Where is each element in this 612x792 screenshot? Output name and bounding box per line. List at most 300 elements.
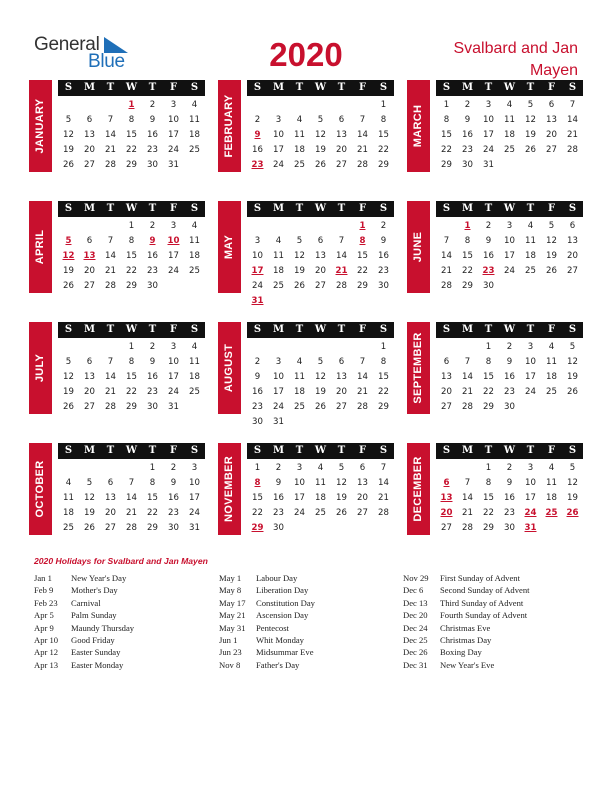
holiday-date: Apr 13 <box>34 659 59 670</box>
day-cell: 3 <box>296 463 303 473</box>
day-cell: 8 <box>380 357 387 367</box>
holiday-date: Nov 29 <box>403 573 429 583</box>
month-april <box>29 201 209 313</box>
month-label-bar <box>218 201 241 293</box>
day-cell: 22 <box>462 266 473 276</box>
day-cell: 19 <box>525 130 536 140</box>
day-cell: 9 <box>464 115 471 125</box>
holiday-row <box>34 584 214 596</box>
day-cell: 31 <box>168 160 179 170</box>
month-label-bar <box>29 443 52 535</box>
day-cell: 26 <box>315 402 326 412</box>
day-cell: 29 <box>483 523 494 533</box>
weekday-label: F <box>169 82 178 93</box>
holiday-date: Feb 23 <box>34 597 58 608</box>
day-cell: 29 <box>147 523 158 533</box>
weekday-label: M <box>461 82 474 93</box>
day-cell: 1 <box>149 463 156 473</box>
empty-day-cell <box>247 219 268 234</box>
day-cell: 16 <box>462 130 473 140</box>
day-cell: 16 <box>504 493 515 503</box>
holiday-day-cell: 17 <box>251 266 264 276</box>
holiday-row <box>403 622 583 634</box>
holiday-date: Apr 10 <box>34 635 59 646</box>
weekday-label: W <box>503 203 516 214</box>
day-cell: 1 <box>485 463 492 473</box>
day-grid <box>436 461 583 536</box>
day-cell: 30 <box>252 417 263 427</box>
weekday-label: T <box>148 82 157 93</box>
day-cell: 16 <box>273 493 284 503</box>
day-cell: 24 <box>504 266 515 276</box>
weekday-label: S <box>190 324 199 335</box>
month-label-bar <box>218 322 241 414</box>
day-cell: 17 <box>504 251 515 261</box>
holiday-date: May 21 <box>219 610 246 621</box>
day-cell: 9 <box>149 357 156 367</box>
day-cell: 23 <box>252 402 263 412</box>
day-cell: 3 <box>275 357 282 367</box>
weekday-label: S <box>379 324 388 335</box>
day-cell: 10 <box>294 478 305 488</box>
holiday-name: Easter Sunday <box>71 647 121 658</box>
day-cell: 7 <box>107 115 114 125</box>
day-cell: 2 <box>149 100 156 110</box>
day-cell: 20 <box>315 266 326 276</box>
day-cell: 30 <box>378 281 389 291</box>
day-cell: 21 <box>357 387 368 397</box>
empty-day-cell <box>331 98 352 113</box>
weekday-label: S <box>442 203 451 214</box>
weekday-label: T <box>526 445 535 456</box>
day-grid <box>436 219 583 294</box>
day-grid <box>58 98 205 173</box>
holiday-name: Third Sunday of Advent <box>440 597 524 608</box>
weekday-header <box>436 443 583 459</box>
day-cell: 4 <box>506 100 513 110</box>
day-cell: 30 <box>483 281 494 291</box>
day-cell: 12 <box>567 478 578 488</box>
weekday-label: T <box>484 82 493 93</box>
weekday-header <box>58 443 205 459</box>
day-cell: 27 <box>336 160 347 170</box>
weekday-label: F <box>547 203 556 214</box>
holiday-name: Liberation Day <box>256 585 309 596</box>
day-cell: 6 <box>86 357 93 367</box>
day-cell: 3 <box>170 342 177 352</box>
day-cell: 25 <box>63 523 74 533</box>
day-cell: 11 <box>189 357 200 367</box>
day-cell: 6 <box>107 478 114 488</box>
holiday-day-cell: 20 <box>440 508 453 518</box>
holiday-date: Apr 5 <box>34 610 54 621</box>
day-cell: 1 <box>254 463 261 473</box>
day-cell: 12 <box>84 493 95 503</box>
day-cell: 23 <box>273 508 284 518</box>
day-cell: 7 <box>569 100 576 110</box>
day-cell: 2 <box>464 100 471 110</box>
holiday-row <box>34 609 214 621</box>
holiday-name: Mother's Day <box>71 585 118 596</box>
weekday-label: T <box>337 324 346 335</box>
month-march <box>407 80 587 192</box>
empty-day-cell <box>247 98 268 113</box>
day-grid <box>436 98 583 173</box>
day-cell: 19 <box>315 145 326 155</box>
day-cell: 27 <box>315 281 326 291</box>
day-cell: 20 <box>84 145 95 155</box>
weekday-label: F <box>358 445 367 456</box>
month-name: SEPTEMBER <box>412 332 424 404</box>
holiday-day-cell: 31 <box>524 523 537 533</box>
day-cell: 9 <box>506 357 513 367</box>
day-cell: 10 <box>525 357 536 367</box>
day-cell: 21 <box>105 145 116 155</box>
day-cell: 3 <box>506 221 513 231</box>
holiday-column <box>219 572 399 671</box>
day-cell: 18 <box>294 145 305 155</box>
day-cell: 17 <box>525 493 536 503</box>
day-cell: 16 <box>147 251 158 261</box>
holiday-day-cell: 1 <box>359 221 366 231</box>
holiday-name: Midsummar Eve <box>256 647 314 658</box>
day-cell: 5 <box>86 478 93 488</box>
weekday-label: S <box>379 203 388 214</box>
month-july <box>29 322 209 434</box>
month-august <box>218 322 398 434</box>
day-cell: 16 <box>168 493 179 503</box>
weekday-header <box>247 443 394 459</box>
day-cell: 5 <box>569 463 576 473</box>
day-cell: 15 <box>126 372 137 382</box>
day-cell: 7 <box>128 478 135 488</box>
day-cell: 26 <box>63 402 74 412</box>
holiday-row <box>403 609 583 621</box>
day-cell: 13 <box>105 493 116 503</box>
day-cell: 3 <box>170 100 177 110</box>
month-label-bar <box>407 322 430 414</box>
day-cell: 31 <box>273 417 284 427</box>
day-cell: 19 <box>546 251 557 261</box>
day-cell: 24 <box>168 266 179 276</box>
holidays-title: 2020 Holidays for Svalbard and Jan Mayen <box>34 556 208 566</box>
day-cell: 6 <box>86 115 93 125</box>
day-cell: 3 <box>527 342 534 352</box>
day-cell: 13 <box>336 130 347 140</box>
day-cell: 25 <box>504 145 515 155</box>
day-cell: 3 <box>191 463 198 473</box>
weekday-label: M <box>272 82 285 93</box>
day-cell: 27 <box>567 266 578 276</box>
day-cell: 28 <box>336 281 347 291</box>
day-cell: 6 <box>443 357 450 367</box>
day-cell: 26 <box>63 281 74 291</box>
day-cell: 25 <box>294 160 305 170</box>
empty-day-cell <box>79 340 100 355</box>
day-cell: 9 <box>254 372 261 382</box>
day-cell: 17 <box>483 130 494 140</box>
day-cell: 10 <box>189 478 200 488</box>
day-cell: 16 <box>504 372 515 382</box>
day-cell: 17 <box>273 145 284 155</box>
weekday-label: S <box>253 82 262 93</box>
day-cell: 28 <box>105 402 116 412</box>
weekday-label: M <box>272 324 285 335</box>
day-cell: 2 <box>149 221 156 231</box>
day-cell: 25 <box>189 387 200 397</box>
weekday-header <box>436 80 583 96</box>
weekday-label: M <box>83 82 96 93</box>
weekday-header <box>58 322 205 338</box>
day-cell: 27 <box>441 402 452 412</box>
weekday-label: T <box>484 203 493 214</box>
holiday-date: May 1 <box>219 573 242 583</box>
holiday-day-cell: 9 <box>149 236 156 246</box>
holiday-row <box>219 584 399 596</box>
month-name: FEBRUARY <box>223 94 235 158</box>
holiday-name: Maundy Thursday <box>71 622 135 633</box>
weekday-label: W <box>125 82 138 93</box>
weekday-label: S <box>442 82 451 93</box>
day-cell: 3 <box>527 463 534 473</box>
weekday-label: T <box>295 82 304 93</box>
day-cell: 9 <box>506 478 513 488</box>
day-cell: 19 <box>336 493 347 503</box>
weekday-label: S <box>379 445 388 456</box>
empty-day-cell <box>352 340 373 355</box>
holiday-column <box>403 572 583 671</box>
day-cell: 13 <box>546 115 557 125</box>
day-cell: 29 <box>126 402 137 412</box>
day-cell: 26 <box>336 508 347 518</box>
weekday-label: T <box>526 82 535 93</box>
empty-day-cell <box>79 98 100 113</box>
weekday-label: W <box>503 324 516 335</box>
holiday-column <box>34 572 214 671</box>
holiday-name: New Year's Day <box>71 573 127 583</box>
holiday-date: Jun 23 <box>219 647 242 658</box>
month-november <box>218 443 398 555</box>
day-cell: 8 <box>128 236 135 246</box>
day-cell: 24 <box>294 508 305 518</box>
holiday-name: Carnival <box>71 597 101 608</box>
weekday-label: T <box>337 445 346 456</box>
empty-day-cell <box>331 340 352 355</box>
day-cell: 23 <box>378 266 389 276</box>
day-cell: 31 <box>189 523 200 533</box>
day-cell: 15 <box>483 493 494 503</box>
holiday-date: Dec 26 <box>403 647 428 658</box>
day-cell: 5 <box>548 221 555 231</box>
weekday-label: W <box>314 445 327 456</box>
day-cell: 5 <box>65 115 72 125</box>
day-cell: 25 <box>315 508 326 518</box>
day-cell: 6 <box>338 115 345 125</box>
holiday-name: Second Sunday of Advent <box>440 585 530 596</box>
day-cell: 14 <box>105 130 116 140</box>
day-cell: 18 <box>273 266 284 276</box>
day-cell: 4 <box>65 478 72 488</box>
holiday-day-cell: 1 <box>464 221 471 231</box>
day-cell: 10 <box>504 236 515 246</box>
day-cell: 9 <box>380 236 387 246</box>
day-cell: 15 <box>462 251 473 261</box>
holiday-day-cell: 23 <box>482 266 495 276</box>
day-cell: 28 <box>462 523 473 533</box>
weekday-label: M <box>83 324 96 335</box>
day-cell: 31 <box>483 160 494 170</box>
day-cell: 15 <box>357 251 368 261</box>
day-cell: 19 <box>63 387 74 397</box>
holiday-name: Palm Sunday <box>71 610 117 621</box>
day-cell: 27 <box>84 402 95 412</box>
holiday-row <box>34 659 214 671</box>
holiday-row <box>219 572 399 584</box>
day-cell: 15 <box>483 372 494 382</box>
weekday-label: S <box>568 203 577 214</box>
day-cell: 26 <box>63 160 74 170</box>
empty-day-cell <box>100 98 121 113</box>
weekday-label: F <box>169 203 178 214</box>
weekday-label: S <box>568 324 577 335</box>
weekday-label: T <box>337 203 346 214</box>
day-cell: 3 <box>170 221 177 231</box>
weekday-header <box>436 201 583 217</box>
day-cell: 18 <box>189 372 200 382</box>
day-cell: 17 <box>525 372 536 382</box>
holiday-row <box>34 622 214 634</box>
weekday-label: S <box>190 203 199 214</box>
day-cell: 23 <box>147 145 158 155</box>
holiday-name: Whit Monday <box>256 635 304 646</box>
weekday-label: S <box>379 82 388 93</box>
day-cell: 14 <box>336 251 347 261</box>
holiday-day-cell: 26 <box>566 508 579 518</box>
holiday-date: Apr 12 <box>34 647 59 658</box>
day-cell: 24 <box>168 145 179 155</box>
weekday-label: S <box>64 82 73 93</box>
day-cell: 12 <box>525 115 536 125</box>
holiday-row <box>34 646 214 658</box>
holiday-row <box>403 659 583 671</box>
day-cell: 14 <box>357 372 368 382</box>
day-cell: 11 <box>294 130 305 140</box>
day-cell: 25 <box>294 402 305 412</box>
empty-day-cell <box>58 98 79 113</box>
day-cell: 17 <box>168 251 179 261</box>
day-cell: 27 <box>441 523 452 533</box>
day-cell: 21 <box>441 266 452 276</box>
day-cell: 13 <box>357 478 368 488</box>
month-name: JUNE <box>412 231 424 263</box>
holiday-date: Dec 25 <box>403 635 428 646</box>
day-cell: 26 <box>315 160 326 170</box>
day-cell: 22 <box>483 508 494 518</box>
day-cell: 29 <box>378 160 389 170</box>
day-cell: 22 <box>126 145 137 155</box>
weekday-label: F <box>169 445 178 456</box>
empty-day-cell <box>268 98 289 113</box>
day-cell: 14 <box>105 372 116 382</box>
weekday-label: T <box>526 324 535 335</box>
day-cell: 23 <box>147 266 158 276</box>
holiday-date: Apr 9 <box>34 622 54 633</box>
day-grid <box>58 461 205 536</box>
day-cell: 3 <box>275 115 282 125</box>
day-cell: 2 <box>506 463 513 473</box>
day-cell: 29 <box>126 160 137 170</box>
holiday-row <box>403 646 583 658</box>
day-cell: 10 <box>483 115 494 125</box>
day-cell: 4 <box>191 100 198 110</box>
day-cell: 17 <box>168 130 179 140</box>
holiday-day-cell: 12 <box>62 251 75 261</box>
holiday-row <box>403 584 583 596</box>
empty-day-cell <box>436 461 457 476</box>
month-label-bar <box>407 201 430 293</box>
day-cell: 7 <box>443 236 450 246</box>
day-cell: 16 <box>378 251 389 261</box>
holiday-day-cell: 13 <box>83 251 96 261</box>
day-cell: 15 <box>147 493 158 503</box>
day-cell: 2 <box>275 463 282 473</box>
empty-day-cell <box>247 340 268 355</box>
holiday-day-cell: 31 <box>251 296 264 306</box>
day-cell: 2 <box>485 221 492 231</box>
day-cell: 22 <box>378 387 389 397</box>
weekday-label: W <box>125 445 138 456</box>
holiday-row <box>34 597 214 609</box>
day-cell: 19 <box>567 493 578 503</box>
day-cell: 5 <box>569 342 576 352</box>
weekday-label: F <box>358 203 367 214</box>
day-cell: 30 <box>168 523 179 533</box>
weekday-label: W <box>503 82 516 93</box>
weekday-label: W <box>503 445 516 456</box>
empty-day-cell <box>268 340 289 355</box>
holiday-date: Feb 9 <box>34 585 54 596</box>
day-cell: 13 <box>84 372 95 382</box>
day-grid <box>247 461 394 536</box>
holiday-date: Dec 24 <box>403 622 428 633</box>
day-cell: 29 <box>441 160 452 170</box>
day-cell: 6 <box>86 236 93 246</box>
day-cell: 21 <box>462 508 473 518</box>
month-october <box>29 443 209 555</box>
day-cell: 29 <box>357 281 368 291</box>
day-cell: 10 <box>252 251 263 261</box>
holiday-name: Constitution Day <box>256 597 315 608</box>
month-name: JANUARY <box>34 98 46 154</box>
holiday-date: May 31 <box>219 622 246 633</box>
day-cell: 14 <box>357 130 368 140</box>
weekday-label: W <box>125 203 138 214</box>
day-cell: 22 <box>126 266 137 276</box>
day-cell: 8 <box>128 115 135 125</box>
weekday-label: F <box>547 82 556 93</box>
holiday-name: Christmas Day <box>440 635 492 646</box>
day-cell: 1 <box>380 100 387 110</box>
weekday-label: T <box>337 82 346 93</box>
month-december <box>407 443 587 555</box>
holiday-date: May 17 <box>219 597 246 608</box>
empty-day-cell <box>331 219 352 234</box>
day-cell: 22 <box>378 145 389 155</box>
day-cell: 4 <box>296 357 303 367</box>
weekday-header <box>247 322 394 338</box>
day-cell: 4 <box>191 342 198 352</box>
day-cell: 7 <box>338 236 345 246</box>
